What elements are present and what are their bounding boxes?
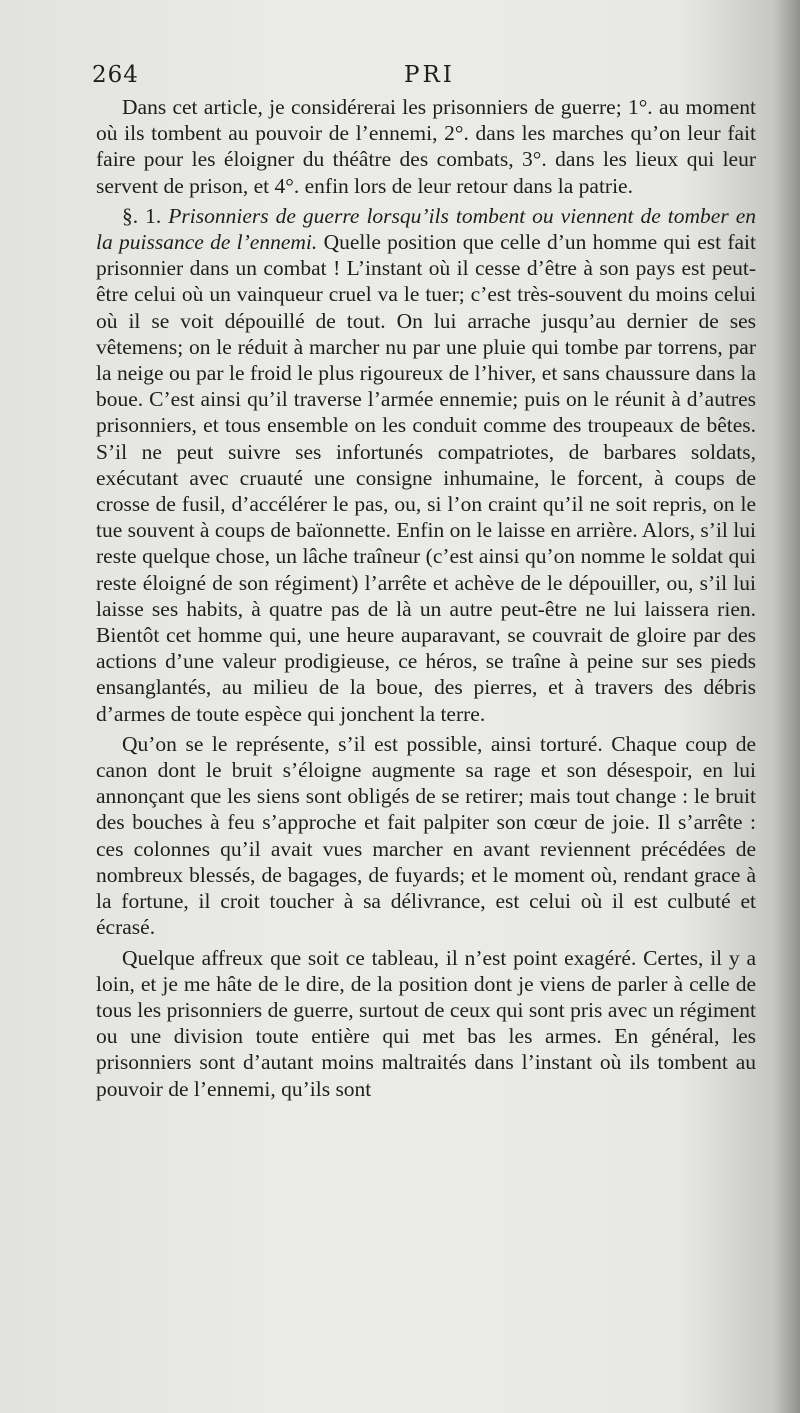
page-number: 264 <box>92 62 139 88</box>
paragraph-section-1 <box>96 203 756 727</box>
page-edge-shadow <box>774 0 800 1413</box>
paragraph-tableau: Quelque affreux que soit ce tableau, il n’est point exagéré. Certes, il y a loin, et je me hâte de le dire, de la position dont je viens de parler à celle de tous les prisonniers de guerre, surtout de ceux qui sont pris avec un régiment ou une division toute entière qui met bas les armes. En général, les prisonniers sont d’autant moins maltraités dans l’instant où ils tombent au pouvoir de l’ennemi, qu’ils sont <box>96 945 756 1101</box>
page-header <box>92 62 756 92</box>
paragraph-torture: Qu’on se le représente, s’il est possible, ainsi torturé. Chaque coup de canon dont le bruit s’éloigne augmente sa rage et son désespoir, en lui annonçant que les siens sont obligés de se retirer; mais tout change : le bruit des bouches à feu s’approche et fait palpiter son cœur de joie. Il s’arrête : ces colonnes qu’il avait vues marcher en avant reviennent précédées de nombreux blessés, de bagages, de fuyards; et le moment où, rendant grace à la fortune, il croit toucher à sa délivrance, est celui où il est culbuté et écrasé. <box>96 731 756 940</box>
paragraph-intro: Dans cet article, je considérerai les prisonniers de guerre; 1°. au moment où ils tombent au pouvoir de l’ennemi, 2°. dans les marches qu’on leur fait faire pour les éloigner du théâtre des combats, 3°. dans les lieux qui leur servent de prison, et 4°. enfin lors de leur retour dans la patrie. <box>96 95 756 198</box>
body-text <box>96 94 756 1102</box>
running-head: PRI <box>404 62 455 88</box>
section-number: §. 1. <box>122 203 162 228</box>
section-heading: Prisonniers de guerre lorsqu’ils tombent ou viennent de tomber en la puissance de l’ennemi. <box>96 203 757 255</box>
section-text: Quelle position que celle d’un homme qui est fait prisonnier dans un combat ! L’instant où il cesse d’être à son pays est peut-être celui où un vainqueur cruel va le tuer; c’est très-souvent du moins celui où il se voit dépouillé de tout. On lui arrache jusqu’au dernier de ses vêtemens; on le réduit à marcher nu par une pluie qui tombe par torrens, par la neige ou par le froid le plus rigoureux de l’hiver, et sans chaussure dans la boue. C’est ainsi qu’il traverse l’armée ennemie; puis on le réunit à d’autres prisonniers, et tous ensemble on les conduit comme des troupeaux de bêtes. S’il ne peut suivre ses infortunés compatriotes, de barbares soldats, exécutant avec cruauté une consigne inhumaine, le forcent, à coups de crosse de fusil, d’accélérer le pas, ou, si l’on craint qu’il ne soit repris, on le tue souvent à coups de baïonnette. Enfin on le laisse en arrière. Alors, s’il lui reste quelque chose, un lâche traîneur (c’est ainsi qu’on nomme le soldat qui reste éloigné de son régiment) l’arrête et achève de le dépouiller, ou, s’il lui laisse ses habits, à quatre pas de là un autre peut-être ne lui laissera rien. Bientôt cet homme qui, une heure auparavant, se couvrait de gloire par des actions d’une valeur prodigieuse, ce héros, se traîne à peine sur ses pieds ensanglantés, au milieu de la boue, des pierres, et à travers des débris d’armes de toute espèce qui jonchent la terre. <box>96 230 757 726</box>
